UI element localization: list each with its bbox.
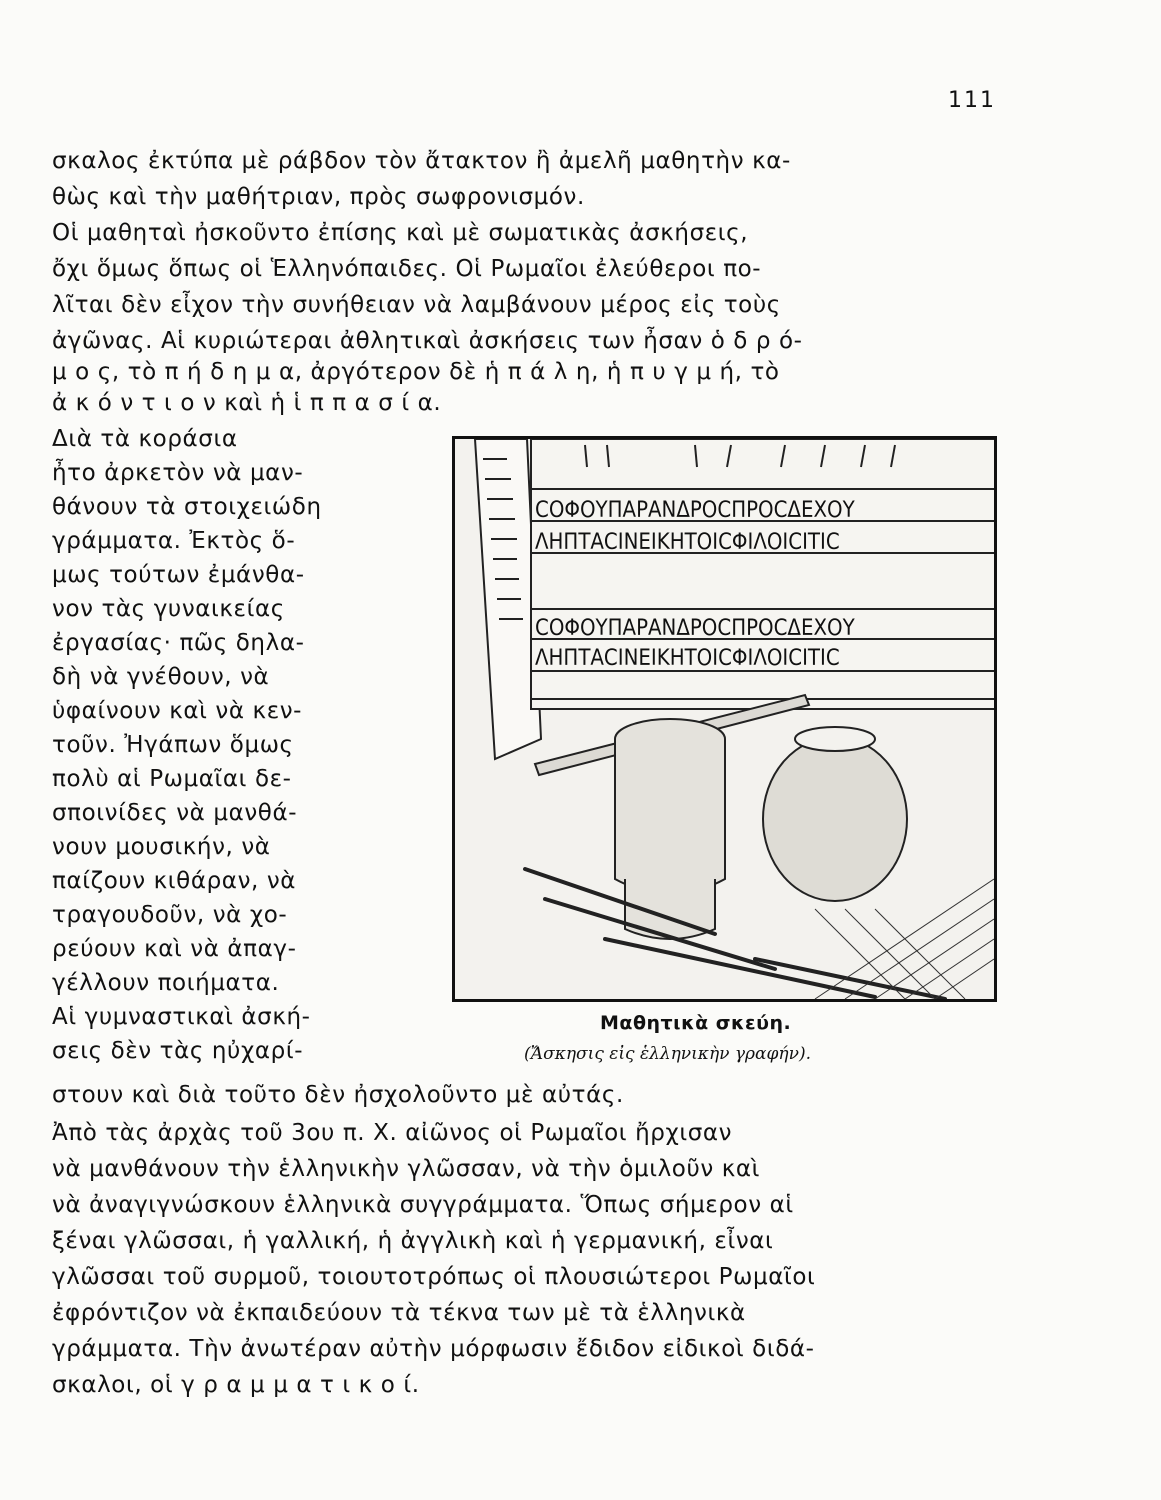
text-line: ἀγῶνας. Αἱ κυριώτεραι ἀθλητικαὶ ἀσκήσεις των ἦσαν ὁ δ ρ ό- xyxy=(52,328,803,354)
tablet-row-copy-2: ΛΗΠΤΑCΙΝΕΙΚΗΤΟΙCΦΙΛΟΙCΙΤΙC xyxy=(535,646,840,671)
narrow-line: σποινίδες νὰ μανθά- xyxy=(52,800,298,826)
tablet-row-copy-1: COΦΟΥΠΑΡΑΝΔΡΟCΠΡΟCΔΕΧΟΥ xyxy=(535,616,855,641)
text-line: νὰ ἀναγιγνώσκουν ἑλληνικὰ συγγράμματα. Ὅπως σήμερον αἱ xyxy=(52,1192,794,1218)
narrow-line: μως τούτων ἐμάνθα- xyxy=(52,562,305,588)
text-line: ἀ κ ό ν τ ι ο ν καὶ ἡ ἱ π π α σ ί α. xyxy=(52,390,442,416)
narrow-line: γέλλουν ποιήματα. xyxy=(52,970,280,996)
narrow-line: ἦτο ἀρκετὸν νὰ μαν- xyxy=(52,460,304,486)
narrow-line: δὴ νὰ γνέθουν, νὰ xyxy=(52,664,270,690)
narrow-line: σεις δὲν τὰς ηὐχαρί- xyxy=(52,1038,304,1064)
text-line: ἐφρόντιζον νὰ ἐκπαιδεύουν τὰ τέκνα των μὲ τὰ ἑλληνικὰ xyxy=(52,1300,746,1326)
text-line: θὼς καὶ τὴν μαθήτριαν, πρὸς σωφρονισμόν. xyxy=(52,184,585,210)
tablet-row-model-1: COΦΟΥΠΑΡΑΝΔΡΟCΠΡΟCΔΕΧΟΥ xyxy=(535,498,855,523)
page-number: 111 xyxy=(948,88,996,113)
narrow-line: νον τὰς γυναικείας xyxy=(52,596,285,622)
narrow-line: Διὰ τὰ κοράσια xyxy=(52,426,238,452)
figure-illustration xyxy=(455,439,994,999)
narrow-line: ρεύουν καὶ νὰ ἀπαγ- xyxy=(52,936,297,962)
text-line: σκαλοι, οἱ γ ρ α μ μ α τ ι κ ο ί. xyxy=(52,1372,420,1398)
tablet-row-model-2: ΛΗΠΤΑCΙΝΕΙΚΗΤΟΙCΦΙΛΟΙCΙΤΙC xyxy=(535,530,840,555)
figure-caption-title: Μαθητικὰ σκεύη. xyxy=(600,1012,792,1034)
text-line: στουν καὶ διὰ τοῦτο δὲν ἠσχολοῦντο μὲ αὐτάς. xyxy=(52,1082,624,1108)
text-line: γράμματα. Τὴν ἀνωτέραν αὐτὴν μόρφωσιν ἔδιδον εἰδικοὶ διδά- xyxy=(52,1336,815,1362)
narrow-line: γράμματα. Ἐκτὸς ὅ- xyxy=(52,528,296,554)
narrow-line: ὑφαίνουν καὶ νὰ κεν- xyxy=(52,698,303,724)
text-line: γλῶσσαι τοῦ συρμοῦ, τοιουτοτρόπως οἱ πλουσιώτεροι Ρωμαῖοι xyxy=(52,1264,816,1290)
text-line: ὄχι ὅμως ὅπως οἱ Ἑλληνόπαιδες. Οἱ Ρωμαῖοι ἐλεύθεροι πο- xyxy=(52,256,762,282)
text-line: νὰ μανθάνουν τὴν ἑλληνικὴν γλῶσσαν, νὰ τὴν ὁμιλοῦν καὶ xyxy=(52,1156,761,1182)
narrow-line: παίζουν κιθάραν, νὰ xyxy=(52,868,297,894)
text-line: λῖται δὲν εἶχον τὴν συνήθειαν νὰ λαμβάνουν μέρος εἰς τοὺς xyxy=(52,292,781,318)
narrow-line: ἐργασίας· πῶς δηλα- xyxy=(52,630,305,656)
text-line: μ ο ς, τὸ π ή δ η μ α, ἀργότερον δὲ ἡ π ά λ η, ἡ π υ γ μ ή, τὸ xyxy=(52,359,780,385)
figure-caption-subtitle: (Ἄσκησις εἰς ἑλληνικὴν γραφήν). xyxy=(524,1044,811,1064)
text-line: σκαλος ἐκτύπα μὲ ράβδον τὸν ἄτακτον ἢ ἀμελῆ μαθητὴν κα- xyxy=(52,148,791,174)
text-line: Ἀπὸ τὰς ἀρχὰς τοῦ 3ου π. Χ. αἰῶνος οἱ Ρωμαῖοι ἤρχισαν xyxy=(52,1120,733,1146)
school-utensils-figure xyxy=(452,436,997,1002)
narrow-line: πολὺ αἱ Ρωμαῖαι δε- xyxy=(52,766,292,792)
narrow-line: τοῦν. Ἠγάπων ὅμως xyxy=(52,732,294,758)
text-line: ξέναι γλῶσσαι, ἡ γαλλική, ἡ ἀγγλικὴ καὶ ἡ γερμανική, εἶναι xyxy=(52,1228,774,1254)
narrow-line: Αἱ γυμναστικαὶ ἀσκή- xyxy=(52,1004,311,1030)
text-line: Οἱ μαθηταὶ ἠσκοῦντο ἐπίσης καὶ μὲ σωματικὰς ἀσκήσεις, xyxy=(52,220,749,246)
narrow-line: θάνουν τὰ στοιχειώδη xyxy=(52,494,322,520)
narrow-line: νουν μουσικήν, νὰ xyxy=(52,834,271,860)
narrow-line: τραγουδοῦν, νὰ χο- xyxy=(52,902,288,928)
